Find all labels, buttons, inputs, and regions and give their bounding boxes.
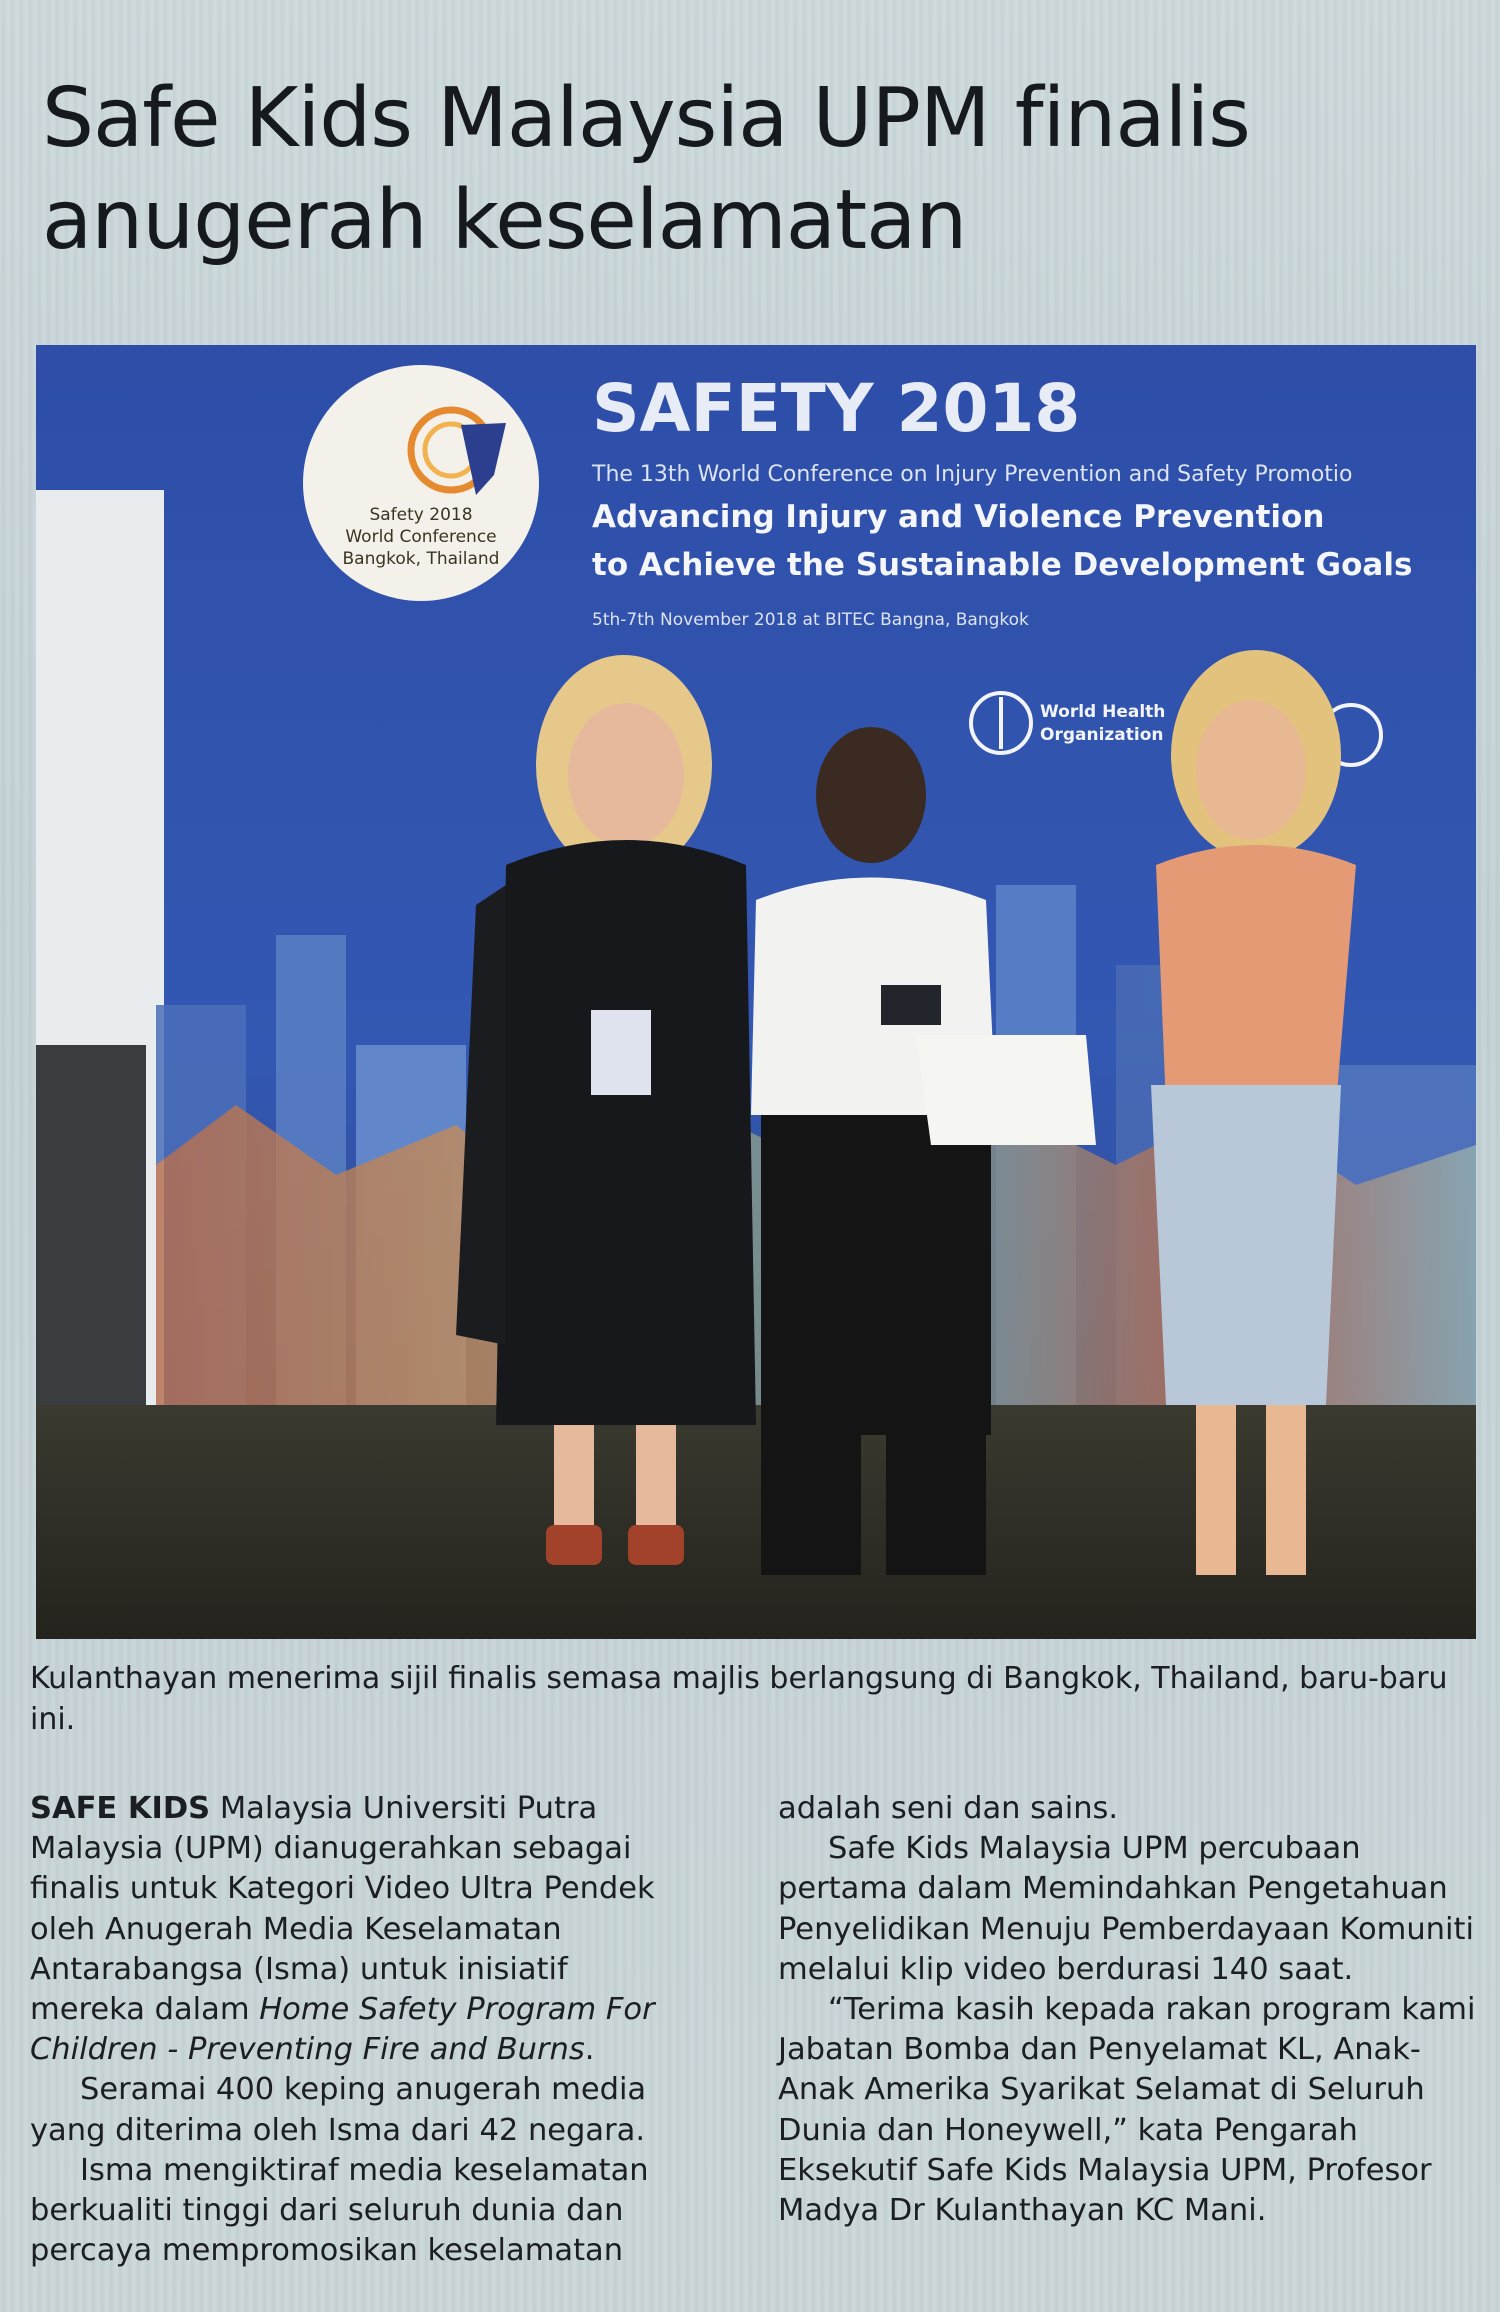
photo-caption: Kulanthayan menerima sijil finalis semasa majlis berlangsung di Bangkok, Thailand, baru-baru ini. <box>30 1661 1448 1737</box>
backdrop-title: SAFETY 2018 <box>592 370 1081 447</box>
article-lead: SAFE KIDS <box>30 1791 211 1826</box>
article-p1-text: Malaysia Universiti Putra Malaysia (UPM) dianugerahkan sebagai finalis untuk Kategori Video Ultra Pendek oleh Anugerah Media Keselamatan Antarabangsa (Isma) untuk inisiatif mereka dalam <box>30 1791 655 2028</box>
headline-line-1: Safe Kids Malaysia UPM finalis <box>42 71 1250 166</box>
article-p1-end: . <box>584 2032 595 2068</box>
award-photo <box>36 345 1476 1639</box>
headline <box>42 68 1462 272</box>
floor <box>36 1405 1476 1639</box>
who-text-1: World Health <box>1040 702 1166 722</box>
who-text-2: Organization <box>1040 725 1164 745</box>
conference-logo <box>303 365 539 601</box>
award-photo-illustration <box>36 345 1476 1639</box>
article-p1-italic: Home Safety Program For Children - Preventing Fire and Burns <box>30 1992 655 2068</box>
article-paragraph-2: Seramai 400 keping anugerah media yang diterima oleh Isma dari 42 negara. <box>30 2072 647 2148</box>
backdrop-theme-2: to Achieve the Sustainable Development Goals <box>592 547 1413 583</box>
article-paragraph-4: Safe Kids Malaysia UPM percubaan pertama dalam Memindahkan Pengetahuan Penyelidikan Menuju Pemberdayaan Komuniti melalui klip video berdurasi 140 saat. <box>778 1831 1474 1987</box>
headline-line-2: anugerah keselamatan <box>42 173 967 268</box>
backdrop-dates: 5th-7th November 2018 at BITEC Bangna, Bangkok <box>592 610 1029 630</box>
article-column-1 <box>30 1789 680 2271</box>
article-paragraph-3: Isma mengiktiraf media keselamatan berkualiti tinggi dari seluruh dunia dan percaya mempromosikan keselamatan <box>30 2152 649 2269</box>
left-speaker <box>36 1045 146 1425</box>
backdrop-theme-1: Advancing Injury and Violence Prevention <box>592 499 1325 535</box>
backdrop-subtitle: The 13th World Conference on Injury Prevention and Safety Promotio <box>592 462 1353 487</box>
logo-text-3: Bangkok, Thailand <box>342 549 500 569</box>
article-paragraph-3-cont: adalah seni dan sains. <box>778 1791 1119 1826</box>
article-paragraph-1 <box>30 1789 680 2070</box>
logo-text-2: World Conference <box>345 527 497 547</box>
article-column-2 <box>778 1789 1478 2231</box>
article-paragraph-5: “Terima kasih kepada rakan program kami Jabatan Bomba dan Penyelamat KL, Anak-Anak Amerika Syarikat Selamat di Seluruh Dunia dan Honeywell,” kata Pengarah Eksekutif Safe Kids Malaysia UPM, Profesor Madya Dr Kulanthayan KC Mani. <box>778 1992 1476 2229</box>
logo-text-1: Safety 2018 <box>369 505 473 525</box>
